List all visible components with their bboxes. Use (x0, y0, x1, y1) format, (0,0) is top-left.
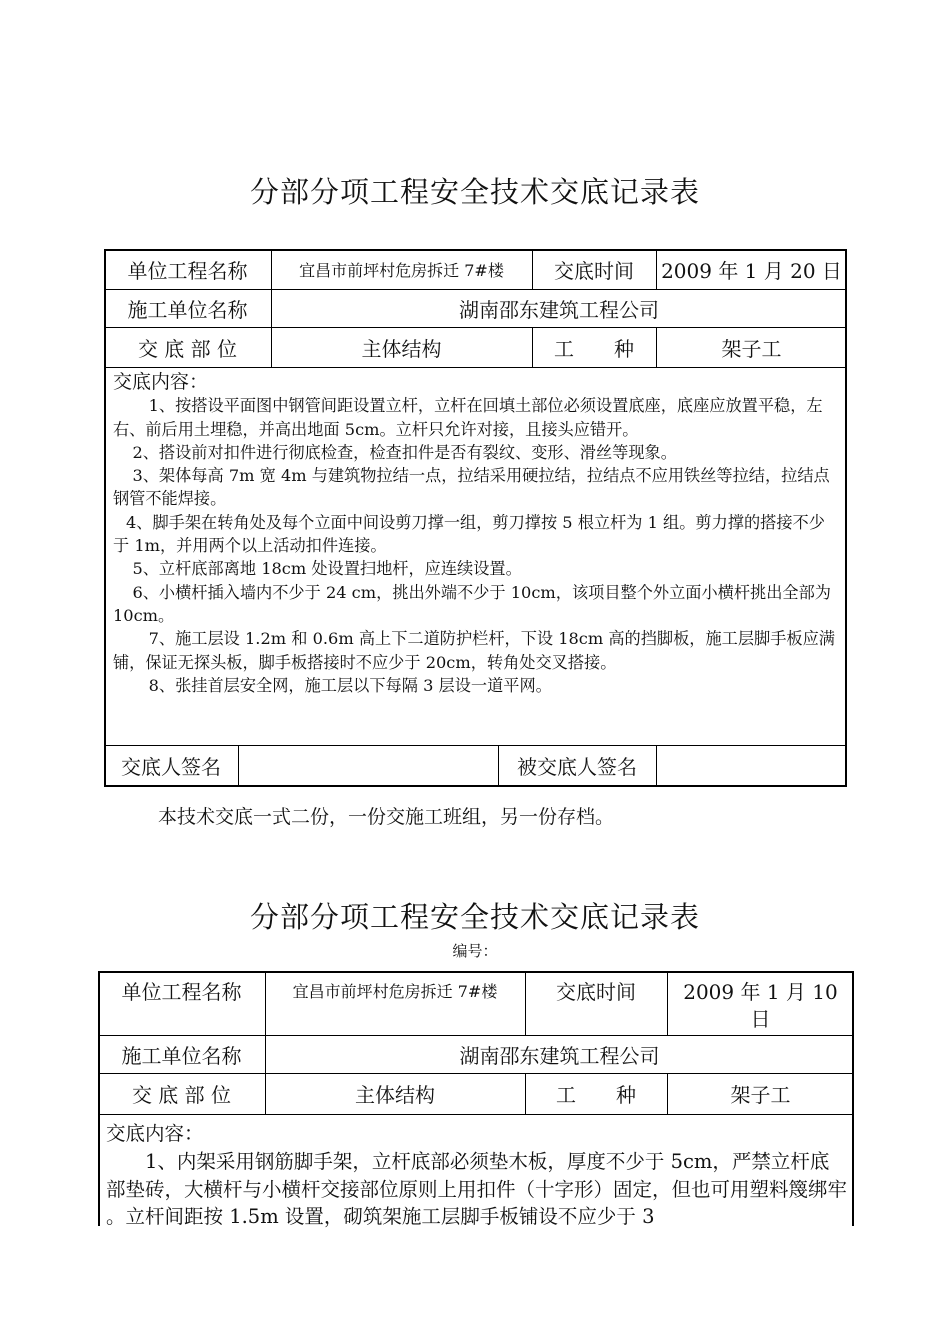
record1-project-label: 单位工程名称 (127, 258, 248, 283)
record2-serial-label: 编号： (452, 942, 498, 960)
record2-content-item: 1、内架采用钢筋脚手架，立杆底部必须垫木板，厚度不少于 5cm，严禁立杆底部垫砖，大横杆与小横杆交接部位原则上用扣件（十字形）固定，但也可用塑料篾绑牢 。立杆间距按 1.5m 设置，砌筑架施工层脚手板铺设不应少于 3 (106, 1149, 848, 1229)
record1-receiver-sign-label: 被交底人签名 (517, 754, 637, 779)
record2-time-value-line2: 日 (750, 1006, 771, 1031)
record1-row-divider (104, 367, 847, 368)
record2-project-label: 单位工程名称 (121, 979, 242, 1004)
record1-title: 分部分项工程安全技术交底记录表 (249, 175, 700, 209)
record2-time-value-line1: 2009 年 1 月 10 (683, 979, 838, 1004)
record2-time-label: 交底时间 (556, 979, 636, 1004)
record2-contractor-value: 湖南邵东建筑工程公司 (459, 1043, 660, 1068)
record1-trade-label: 工 种 (554, 336, 634, 361)
record1-content-item: 5、立杆底部离地 18cm 处设置扫地杆，应连续设置。 (132, 559, 522, 579)
record1-contractor-value: 湖南邵东建筑工程公司 (459, 297, 659, 322)
record1-part-value: 主体结构 (361, 336, 442, 361)
record2-part-label: 交 底 部 位 (131, 1083, 232, 1107)
record2-trade-value: 架子工 (730, 1083, 791, 1107)
record1-contractor-label: 施工单位名称 (127, 297, 248, 322)
record2-contractor-label: 施工单位名称 (121, 1043, 242, 1068)
record2-part-value: 主体结构 (355, 1083, 435, 1107)
record1-content-item: 2、搭设前对扣件进行彻底检查，检查扣件是否有裂纹、变形、滑丝等现象。 (132, 442, 677, 462)
record1-content-label: 交底内容： (113, 371, 209, 393)
record1-content-item: 3、架体每高 7m 宽 4m 与建筑物拉结一点，拉结采用硬拉结，拉结点不应用铁丝等拉结，拉结点钢管不能焊接。 (113, 466, 830, 509)
record2-title: 分部分项工程安全技术交底记录表 (249, 900, 700, 934)
record1-content-item: 6、小横杆插入墙内不少于 24 cm，挑出外端不少于 10cm，该项目整个外立面小横杆挑出全部为 10cm。 (113, 582, 831, 625)
record2-content-label: 交底内容： (106, 1122, 204, 1145)
record1-content-item: 4、脚手架在转角处及每个立面中间设剪刀撑一组，剪刀撑按 5 根立杆为 1 组。剪力撑的搭接不少于 1m，并用两个以上活动扣件连接。 (113, 512, 825, 556)
record1-content-item: 8、张挂首层安全网，施工层以下每隔 3 层设一道平网。 (148, 675, 552, 695)
record1-note: 本技术交底一式二份，一份交施工班组，另一份存档。 (158, 806, 615, 828)
record1-content-item: 7、施工层设 1.2m 和 0.6m 高上下二道防护栏杆，下设 18cm 高的挡脚板，施工层脚手板应满铺，保证无探头板，脚手板搭接时不应少于 20cm，转角处交叉搭接。 (113, 629, 835, 672)
record1-giver-sign-field[interactable] (238, 745, 498, 785)
record1-content-item: 1、按搭设平面图中钢管间距设置立杆，立杆在回填土部位必须设置底座，底座应放置平稳，左右、前后用土埋稳，并高出地面 5cm。立杆只允许对接，且接头应错开。 (113, 396, 823, 439)
record1-receiver-sign-field[interactable] (656, 745, 847, 785)
record2-trade-label: 工 种 (556, 1083, 636, 1107)
record1-trade-value: 架子工 (721, 336, 782, 361)
record1-giver-sign-label: 交底人签名 (121, 754, 221, 779)
record1-content (113, 371, 841, 697)
record1-part-label: 交 底 部 位 (137, 336, 238, 361)
record2-content (106, 1120, 848, 1231)
record2-project-value: 宜昌市前坪村危房拆迁 7#楼 (292, 981, 498, 1001)
record2-row-divider (98, 1114, 854, 1115)
record1-time-label: 交底时间 (554, 258, 634, 283)
record1-project-value: 宜昌市前坪村危房拆迁 7#楼 (299, 260, 504, 280)
record1-time-value: 2009 年 1 月 20 日 (661, 258, 842, 283)
